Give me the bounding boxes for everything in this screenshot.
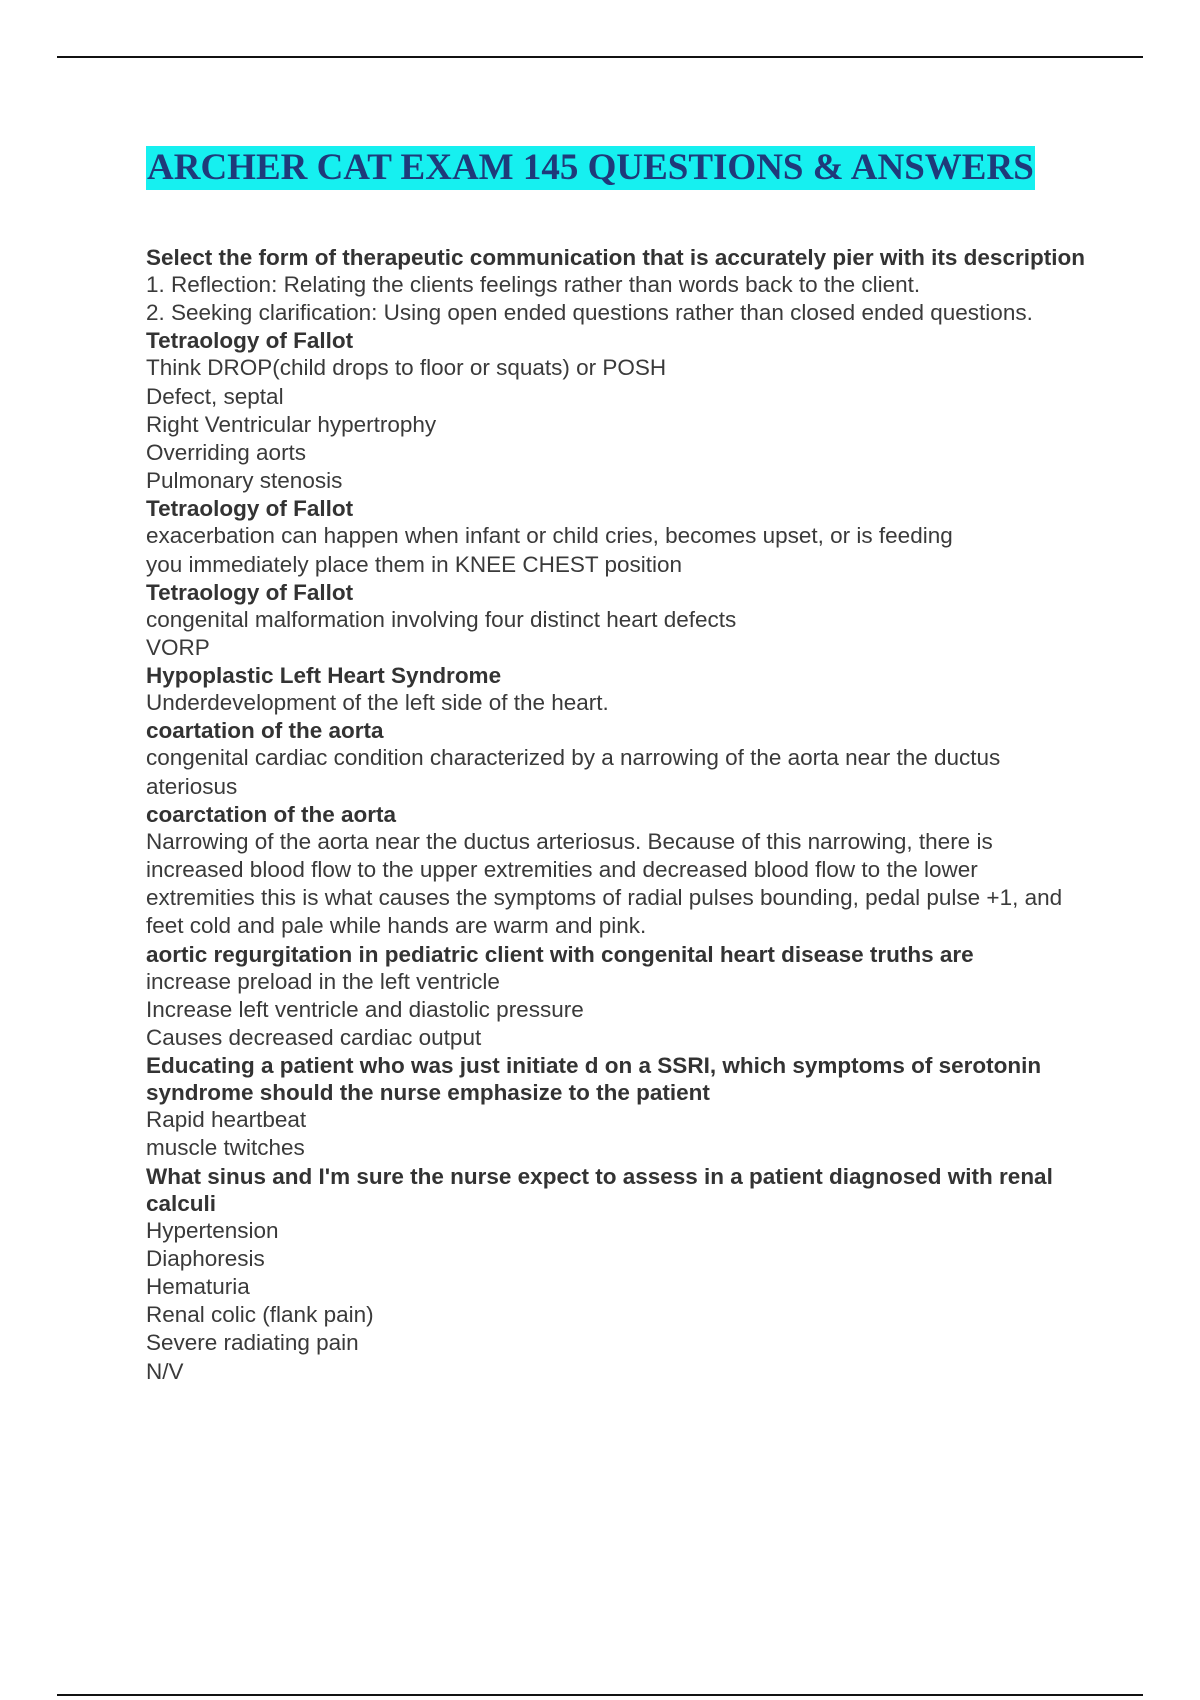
qa-item <box>146 579 1086 662</box>
question-text: Select the form of therapeutic communication that is accurately pier with its description <box>146 245 1085 270</box>
answer-line: Increase left ventricle and diastolic pressure <box>146 996 584 1022</box>
answer-line: 2. Seeking clarification: Using open ended questions rather than closed ended questions. <box>146 300 1033 326</box>
qa-item <box>146 1163 1086 1386</box>
answer-line: congenital malformation involving four distinct heart defects <box>146 606 737 632</box>
question-text: Tetraology of Fallot <box>146 579 354 605</box>
answer-line: Right Ventricular hypertrophy <box>146 411 437 437</box>
answer-line: Narrowing of the aorta near the ductus arteriosus. Because of this narrowing, there is increased blood flow to the upper extremities and decreased blood flow to the lower extremities this is what causes the symptoms of radial pulses bounding, pedal pulse +1, and feet cold and pale while hands are warm and pink. <box>146 828 1063 939</box>
qa-list <box>146 244 1086 1386</box>
question-text: What sinus and I'm sure the nurse expect to assess in a patient diagnosed with renal calculi <box>146 1163 1053 1216</box>
top-divider <box>57 56 1143 58</box>
answer-line: Severe radiating pain <box>146 1330 359 1356</box>
answer-line: Underdevelopment of the left side of the heart. <box>146 690 609 716</box>
answer-line: VORP <box>146 635 210 661</box>
question-text: Hypoplastic Left Heart Syndrome <box>146 663 502 689</box>
question-text: coartation of the aorta <box>146 718 384 744</box>
qa-item <box>146 495 1086 578</box>
qa-item <box>146 327 1086 495</box>
answer-line: Hematuria <box>146 1274 250 1300</box>
answer-line: Hypertension <box>146 1217 279 1243</box>
question-text: coarctation of the aorta <box>146 801 397 827</box>
answer-line: exacerbation can happen when infant or child cries, becomes upset, or is feeding <box>146 523 953 549</box>
answer-line: Think DROP(child drops to floor or squats) or POSH <box>146 355 667 381</box>
answer-line: Defect, septal <box>146 383 284 409</box>
qa-item <box>146 717 1086 800</box>
answer-line: Rapid heartbeat <box>146 1107 307 1133</box>
qa-item <box>146 244 1086 327</box>
answer-line: 1. Reflection: Relating the clients feelings rather than words back to the client. <box>146 272 921 297</box>
qa-item <box>146 1052 1086 1162</box>
answer-line: Overriding aorts <box>146 440 307 466</box>
answer-line: Diaphoresis <box>146 1245 265 1271</box>
answer-line: congenital cardiac condition characterized by a narrowing of the aorta near the ductus ateriosus <box>146 745 1001 799</box>
qa-item <box>146 662 1086 717</box>
qa-item <box>146 941 1086 1053</box>
answer-line: Renal colic (flank pain) <box>146 1302 374 1328</box>
answer-line: N/V <box>146 1358 184 1384</box>
question-text: aortic regurgitation in pediatric client with congenital heart disease truths are <box>146 941 974 967</box>
bottom-divider <box>57 1694 1143 1696</box>
answer-line: muscle twitches <box>146 1135 305 1161</box>
document-title: ARCHER CAT EXAM 145 QUESTIONS & ANSWERS <box>147 147 1034 188</box>
question-text: Tetraology of Fallot <box>146 328 354 354</box>
question-text: Tetraology of Fallot <box>146 496 354 522</box>
question-text: Educating a patient who was just initiate d on a SSRI, which symptoms of serotonin syndrome should the nurse emphasize to the patient <box>146 1053 1042 1106</box>
answer-line: Pulmonary stenosis <box>146 468 343 494</box>
answer-line: increase preload in the left ventricle <box>146 968 500 994</box>
answer-line: you immediately place them in KNEE CHEST position <box>146 551 683 577</box>
qa-item <box>146 801 1086 941</box>
answer-line: Causes decreased cardiac output <box>146 1025 482 1051</box>
